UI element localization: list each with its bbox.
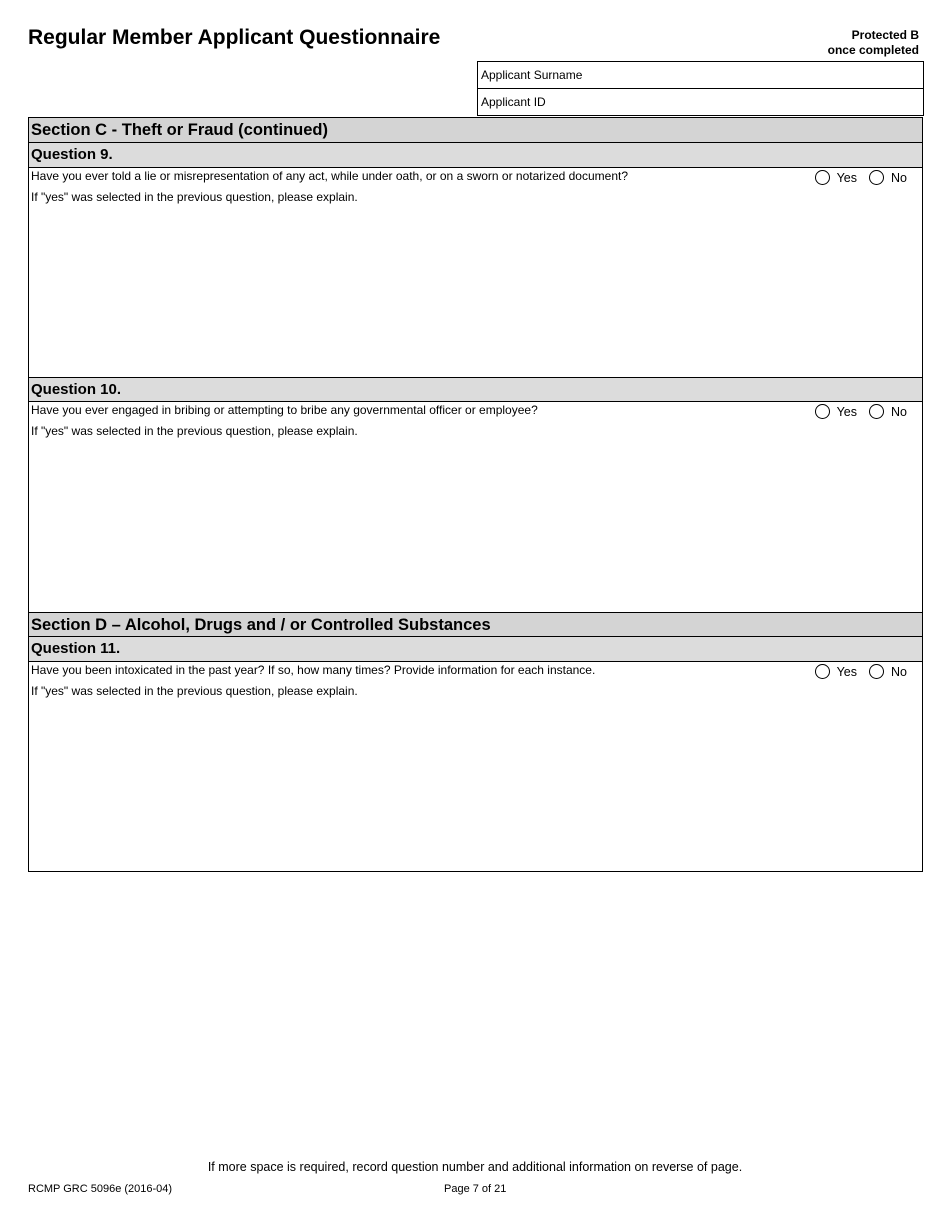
protected-label: [828, 28, 919, 58]
question-11-yes-label: Yes: [836, 664, 858, 679]
applicant-id-field[interactable]: Applicant ID: [478, 89, 923, 116]
question-10-no-option[interactable]: [869, 404, 907, 419]
question-10-no-radio[interactable]: [869, 404, 884, 419]
question-10-body: [29, 402, 922, 612]
question-10-header: Question 10.: [29, 377, 922, 402]
question-9-options: [815, 170, 907, 185]
question-9-no-option[interactable]: [869, 170, 907, 185]
section-d-header: Section D – Alcohol, Drugs and / or Controlled Substances: [29, 612, 922, 637]
question-9-body: [29, 168, 922, 377]
question-11-yes-option[interactable]: [815, 664, 857, 679]
question-9-header: Question 9.: [29, 143, 922, 168]
question-9-yes-label: Yes: [836, 170, 858, 185]
questionnaire-form: [28, 117, 923, 872]
question-11-no-label: No: [891, 664, 907, 679]
question-10-yes-radio[interactable]: [815, 404, 830, 419]
question-11-answer-area[interactable]: [29, 700, 922, 871]
question-9-yes-option[interactable]: [815, 170, 857, 185]
footer-note: If more space is required, record question number and additional information on reverse of page.: [207, 1160, 743, 1174]
question-9-explain-label: If "yes" was selected in the previous question, please explain.: [31, 190, 358, 204]
question-11-explain-label: If "yes" was selected in the previous question, please explain.: [31, 684, 358, 698]
question-10-answer-area[interactable]: [29, 440, 922, 612]
question-11-no-option[interactable]: [869, 664, 907, 679]
question-10-yes-label: Yes: [836, 404, 858, 419]
applicant-info-box: [477, 61, 924, 116]
question-11-body: [29, 662, 922, 871]
question-10-explain-label: If "yes" was selected in the previous question, please explain.: [31, 424, 358, 438]
question-11-yes-radio[interactable]: [815, 664, 830, 679]
page-title: Regular Member Applicant Questionnaire: [28, 26, 441, 49]
question-11-options: [815, 664, 907, 679]
form-code: RCMP GRC 5096e (2016-04): [28, 1183, 173, 1195]
protected-line2: once completed: [827, 43, 919, 57]
question-9-answer-area[interactable]: [29, 206, 922, 377]
question-10-no-label: No: [891, 404, 907, 419]
question-10-yes-option[interactable]: [815, 404, 857, 419]
page-number: Page 7 of 21: [444, 1183, 507, 1195]
question-9-yes-radio[interactable]: [815, 170, 830, 185]
question-11-text: Have you been intoxicated in the past year? If so, how many times? Provide information for each instance.: [31, 663, 596, 677]
applicant-surname-field[interactable]: Applicant Surname: [478, 62, 923, 89]
question-10-options: [815, 404, 907, 419]
question-9-no-radio[interactable]: [869, 170, 884, 185]
question-11-header: Question 11.: [29, 637, 922, 662]
question-10-text: Have you ever engaged in bribing or attempting to bribe any governmental officer or employee?: [31, 403, 538, 417]
section-c-header: Section C - Theft or Fraud (continued): [29, 118, 922, 143]
protected-line1: Protected B: [851, 28, 919, 42]
question-9-text: Have you ever told a lie or misrepresentation of any act, while under oath, or on a sworn or notarized document?: [31, 169, 628, 183]
question-11-no-radio[interactable]: [869, 664, 884, 679]
question-9-no-label: No: [891, 170, 907, 185]
